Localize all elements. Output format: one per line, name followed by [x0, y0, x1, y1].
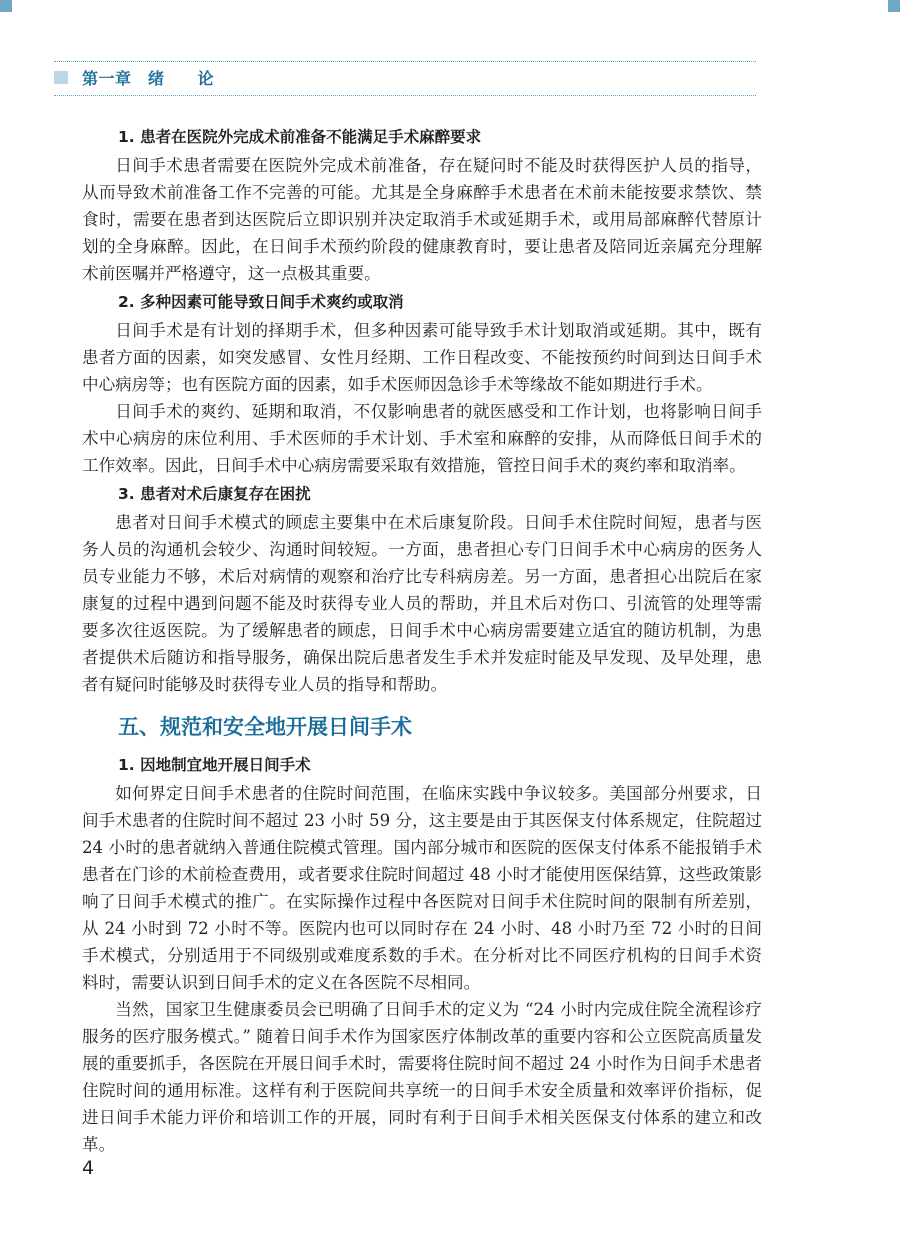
item-heading: 1. 因地制宜地开展日间手术: [118, 756, 311, 774]
item-heading: 2. 多种因素可能导致日间手术爽约或取消: [118, 293, 404, 311]
body-paragraph: 患者对日间手术模式的顾虑主要集中在术后康复阶段。日间手术住院时间短，患者与医务人员的沟通机会较少、沟通时间较短。一方面，患者担心专门日间手术中心病房的医务人员专业能力不够，术后对病情的观察和治疗比专科病房差。另一方面，患者担心出院后在家康复的过程中遇到问题不能及时获得专业人员的帮助，并且术后对伤口、引流管的处理等需要多次往返医院。为了缓解患者的顾虑，日间手术中心病房需要建立适宜的随访机制，为患者提供术后随访和指导服务，确保出院后患者发生手术并发症时能及早发现、及早处理，患者有疑问时能够及时获得专业人员的指导和帮助。: [82, 513, 762, 694]
corner-mark-right: [888, 0, 900, 12]
item-heading: 1. 患者在医院外完成术前准备不能满足手术麻醉要求: [118, 128, 482, 146]
header-rule-top: [54, 61, 756, 62]
body-paragraph: 日间手术的爽约、延期和取消，不仅影响患者的就医感受和工作计划，也将影响日间手术中心病房的床位利用、手术医师的手术计划、手术室和麻醉的安排，从而降低日间手术的工作效率。因此，日间手术中心病房需要采取有效措施，管控日间手术的爽约率和取消率。: [82, 402, 762, 475]
body-paragraph: 日间手术是有计划的择期手术，但多种因素可能导致手术计划取消或延期。其中，既有患者方面的因素，如突发感冒、女性月经期、工作日程改变、不能按预约时间到达日间手术中心病房等；也有医院方面的因素，如手术医师因急诊手术等缘故不能如期进行手术。: [82, 321, 762, 394]
header-square-marker: [54, 71, 68, 84]
header-rule-bottom: [54, 95, 756, 96]
body-paragraph: 当然，国家卫生健康委员会已明确了日间手术的定义为 “24 小时内完成住院全流程诊疗服务的医疗服务模式。” 随着日间手术作为国家医疗体制改革的重要内容和公立医院高质量发展的重要抓手，各医院在开展日间手术时，需要将住院时间不超过 24 小时作为日间手术患者住院时间的通用标准。这样有利于医院间共享统一的日间手术安全质量和效率评价指标，促进日间手术能力评价和培训工作的开展，同时有利于日间手术相关医保支付体系的建立和改革。: [82, 1000, 762, 1154]
chapter-header-title: 第一章 绪 论: [82, 69, 215, 88]
body-paragraph: 如何界定日间手术患者的住院时间范围，在临床实践中争议较多。美国部分州要求，日间手术患者的住院时间不超过 23 小时 59 分，这主要是由于其医保支付体系规定，住院超过 24 小时的患者就纳入普通住院模式管理。国内部分城市和医院的医保支付体系不能报销手术患者在门诊的术前检查费用，或者要求住院时间超过 48 小时才能使用医保结算，这些政策影响了日间手术模式的推广。在实际操作过程中各医院对日间手术住院时间的限制有所差别，从 24 小时到 72 小时不等。医院内也可以同时存在 24 小时、48 小时乃至 72 小时的日间手术模式，分别适用于不同级别或难度系数的手术。在分析对比不同医疗机构的日间手术资料时，需要认识到日间手术的定义在各医院不尽相同。: [82, 784, 762, 992]
corner-mark-left: [0, 0, 12, 12]
page-number: 4: [82, 1157, 95, 1179]
body-paragraph: 日间手术患者需要在医院外完成术前准备，存在疑问时不能及时获得医护人员的指导，从而导致术前准备工作不完善的可能。尤其是全身麻醉手术患者在术前未能按要求禁饮、禁食时，需要在患者到达医院后立即识别并决定取消手术或延期手术，或用局部麻醉代替原计划的全身麻醉。因此，在日间手术预约阶段的健康教育时，要让患者及陪同近亲属充分理解术前医嘱并严格遵守，这一点极其重要。: [82, 156, 762, 283]
page-body: [82, 122, 762, 1158]
item-heading: 3. 患者对术后康复存在困扰: [118, 485, 311, 503]
section-heading: 五、规范和安全地开展日间手术: [118, 715, 412, 739]
